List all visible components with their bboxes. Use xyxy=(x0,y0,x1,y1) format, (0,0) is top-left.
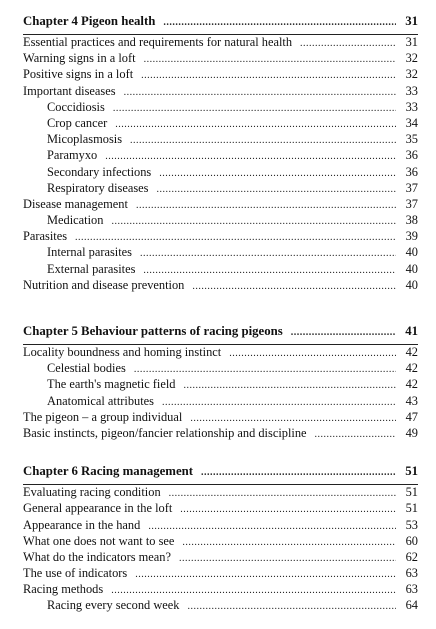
chapter-title: Chapter 6 Racing management xyxy=(23,464,194,479)
toc-subentry[interactable] xyxy=(23,148,418,164)
leader-dots xyxy=(140,248,396,259)
entry-page-number: 35 xyxy=(405,132,418,147)
toc-entry[interactable] xyxy=(23,550,418,566)
entry-text: Racing methods xyxy=(23,582,104,597)
toc-entry[interactable] xyxy=(23,426,418,442)
entry-text: External parasites xyxy=(47,261,136,276)
entry-page-number: 40 xyxy=(405,277,418,292)
leader-dots xyxy=(184,380,397,391)
toc-entry[interactable] xyxy=(23,278,418,294)
entry-page-number: 38 xyxy=(405,213,418,228)
toc-subentry[interactable] xyxy=(23,394,418,410)
toc-subentry[interactable] xyxy=(23,213,418,229)
toc-entry[interactable] xyxy=(23,410,418,426)
entry-page-number: 64 xyxy=(405,598,418,613)
leader-dots xyxy=(144,54,396,65)
entry-page-number: 33 xyxy=(405,99,418,114)
leader-dots xyxy=(163,17,396,28)
entry-page-number: 42 xyxy=(405,361,418,376)
entry-text: Parasites xyxy=(23,229,68,244)
entry-text: What do the indicators mean? xyxy=(23,549,171,564)
entry-text: Medication xyxy=(47,213,104,228)
leader-dots xyxy=(113,103,396,114)
toc-entry[interactable] xyxy=(23,84,418,100)
entry-page-number: 36 xyxy=(405,164,418,179)
entry-page-number: 37 xyxy=(405,196,418,211)
entry-text: Positive signs in a loft xyxy=(23,67,134,82)
toc-entry[interactable] xyxy=(23,51,418,67)
toc-subentry[interactable] xyxy=(23,100,418,116)
toc-subentry[interactable] xyxy=(23,165,418,181)
entry-page-number: 32 xyxy=(405,51,418,66)
entry-text: Celestial bodies xyxy=(47,361,126,376)
leader-dots xyxy=(75,232,396,243)
entry-page-number: 43 xyxy=(405,393,418,408)
toc-subentry[interactable] xyxy=(23,132,418,148)
leader-dots xyxy=(111,585,396,596)
entry-text: Racing every second week xyxy=(47,598,180,613)
entry-page-number: 53 xyxy=(405,517,418,532)
entry-page-number: 32 xyxy=(405,67,418,82)
entry-text: Evaluating racing condition xyxy=(23,485,161,500)
toc-subentry[interactable] xyxy=(23,245,418,261)
entry-page-number: 31 xyxy=(405,35,418,49)
leader-dots xyxy=(111,216,396,227)
entry-text: General appearance in the loft xyxy=(23,501,173,516)
leader-dots xyxy=(315,429,396,440)
entry-page-number: 63 xyxy=(405,566,418,581)
leader-dots xyxy=(201,467,396,478)
leader-dots xyxy=(179,553,396,564)
chapter-page-number: 41 xyxy=(405,324,418,338)
leader-dots xyxy=(180,504,396,515)
entry-text: Warning signs in a loft xyxy=(23,51,136,66)
entry-page-number: 40 xyxy=(405,261,418,276)
entry-page-number: 63 xyxy=(405,582,418,597)
toc-subentry[interactable] xyxy=(23,361,418,377)
entry-text: Essential practices and requirements for natural health xyxy=(23,35,293,49)
leader-dots xyxy=(159,168,396,179)
leader-dots xyxy=(300,38,396,49)
leader-dots xyxy=(291,327,396,338)
toc-subentry[interactable] xyxy=(23,598,418,614)
leader-dots xyxy=(135,569,396,580)
entry-text: Appearance in the hand xyxy=(23,517,141,532)
entry-page-number: 34 xyxy=(405,115,418,130)
leader-dots xyxy=(157,184,396,195)
entry-text: Basic instincts, pigeon/fancier relationship and discipline xyxy=(23,425,307,440)
entry-page-number: 49 xyxy=(405,425,418,440)
toc-entry[interactable] xyxy=(23,35,418,51)
toc-entry[interactable] xyxy=(23,197,418,213)
toc-subentry[interactable] xyxy=(23,377,418,393)
leader-dots xyxy=(115,119,396,130)
entry-page-number: 51 xyxy=(405,501,418,516)
entry-text: Locality boundness and homing instinct xyxy=(23,345,222,359)
entry-text: Crop cancer xyxy=(47,115,108,130)
leader-dots xyxy=(130,135,396,146)
toc-entry[interactable] xyxy=(23,229,418,245)
entry-text: The earth's magnetic field xyxy=(47,377,176,392)
entry-page-number: 42 xyxy=(405,345,418,359)
entry-text: Disease management xyxy=(23,196,128,211)
chapter-page-number: 31 xyxy=(405,14,418,28)
entry-page-number: 33 xyxy=(405,83,418,98)
entry-page-number: 47 xyxy=(405,409,418,424)
leader-dots xyxy=(136,200,396,211)
toc-subentry[interactable] xyxy=(23,181,418,197)
entry-page-number: 60 xyxy=(405,533,418,548)
entry-text: Paramyxo xyxy=(47,148,98,163)
entry-page-number: 36 xyxy=(405,148,418,163)
chapter-5-section xyxy=(23,324,418,442)
leader-dots xyxy=(229,348,396,359)
entry-text: What one does not want to see xyxy=(23,533,175,548)
toc-entry[interactable] xyxy=(23,501,418,517)
leader-dots xyxy=(141,70,396,81)
toc-subentry[interactable] xyxy=(23,116,418,132)
toc-entry[interactable] xyxy=(23,534,418,550)
leader-dots xyxy=(105,151,396,162)
leader-dots xyxy=(162,397,396,408)
toc-subentry[interactable] xyxy=(23,262,418,278)
chapter-heading[interactable] xyxy=(23,14,418,35)
entry-text: Anatomical attributes xyxy=(47,393,155,408)
chapter-4-section xyxy=(23,14,418,294)
entry-page-number: 40 xyxy=(405,245,418,260)
entry-text: Respiratory diseases xyxy=(47,180,149,195)
leader-dots xyxy=(124,87,396,98)
leader-dots xyxy=(169,488,396,499)
toc-entry[interactable] xyxy=(23,345,418,361)
leader-dots xyxy=(190,413,396,424)
entry-page-number: 62 xyxy=(405,549,418,564)
entry-text: Micoplasmosis xyxy=(47,132,123,147)
entry-page-number: 37 xyxy=(405,180,418,195)
toc-entry[interactable] xyxy=(23,485,418,501)
entry-page-number: 51 xyxy=(405,485,418,500)
chapter-6-section xyxy=(23,464,418,615)
toc-entry[interactable] xyxy=(23,582,418,598)
chapter-heading[interactable] xyxy=(23,324,418,345)
entry-page-number: 42 xyxy=(405,377,418,392)
entry-text: Internal parasites xyxy=(47,245,132,260)
toc-entry[interactable] xyxy=(23,518,418,534)
entry-text: Secondary infections xyxy=(47,164,152,179)
chapter-title: Chapter 4 Pigeon health xyxy=(23,14,156,28)
leader-dots xyxy=(134,364,396,375)
entry-text: Nutrition and disease prevention xyxy=(23,277,185,292)
chapter-title: Chapter 5 Behaviour patterns of racing pigeons xyxy=(23,324,283,338)
entry-page-number: 39 xyxy=(405,229,418,244)
entry-text: Coccidiosis xyxy=(47,99,105,114)
entry-text: Important diseases xyxy=(23,83,116,98)
leader-dots xyxy=(192,281,396,292)
chapter-page-number: 51 xyxy=(405,464,418,479)
toc-entry[interactable] xyxy=(23,67,418,83)
leader-dots xyxy=(187,601,396,612)
toc-entry[interactable] xyxy=(23,566,418,582)
entry-text: The pigeon – a group individual xyxy=(23,409,183,424)
entry-text: The use of indicators xyxy=(23,566,128,581)
leader-dots xyxy=(148,521,396,532)
leader-dots xyxy=(182,537,396,548)
leader-dots xyxy=(143,265,396,276)
chapter-heading[interactable] xyxy=(23,464,418,485)
